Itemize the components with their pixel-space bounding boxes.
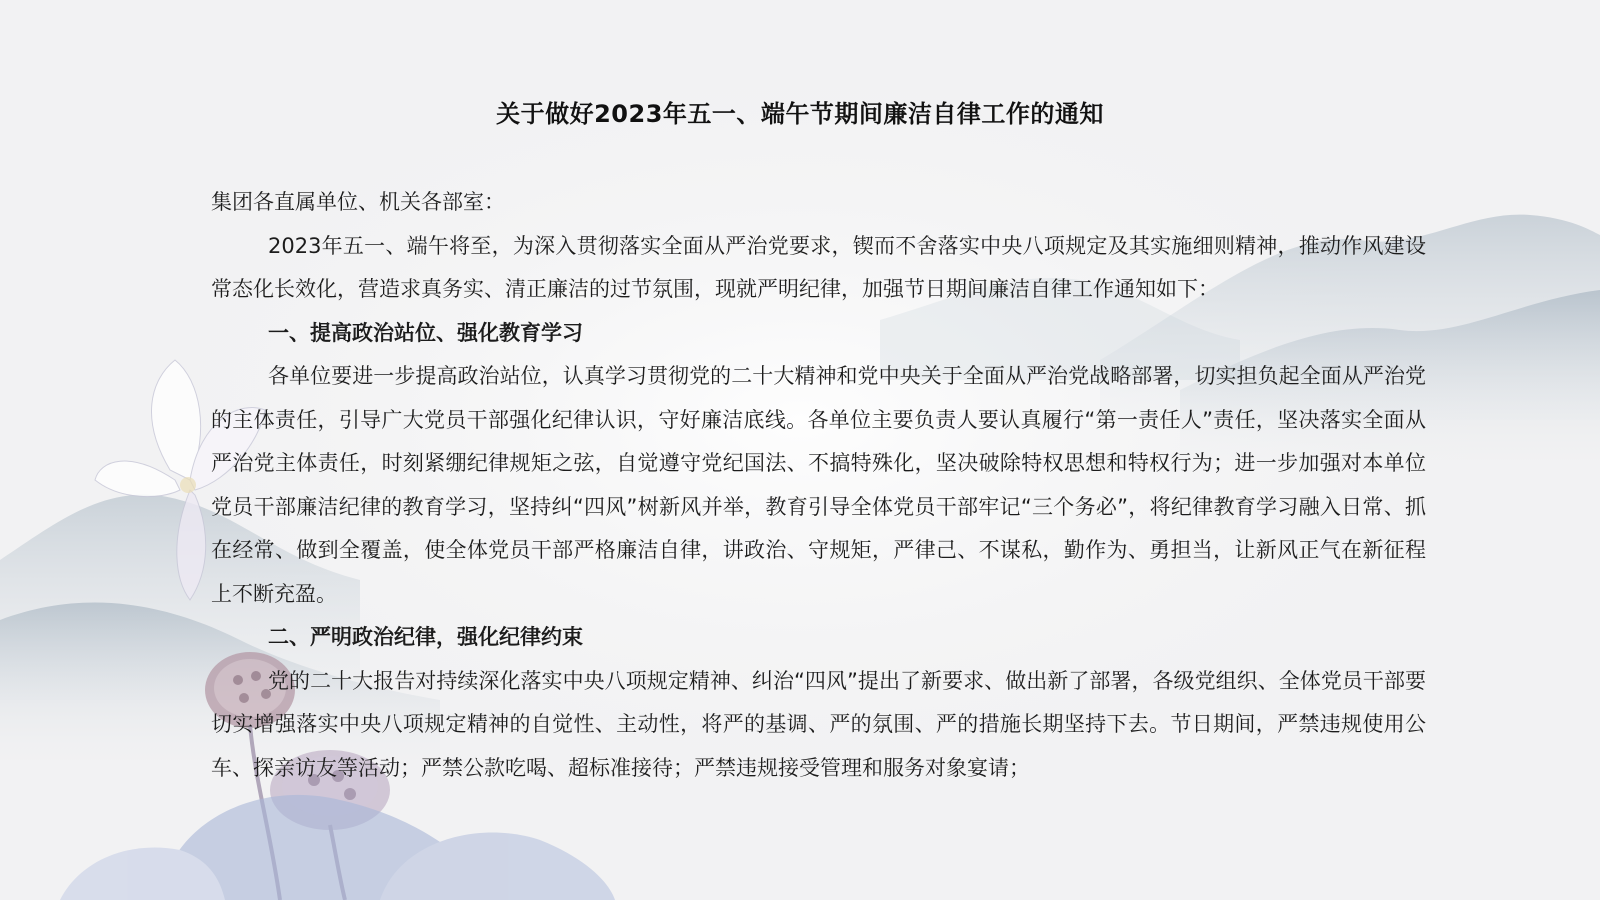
- salutation: 集团各直属单位、机关各部室：: [211, 190, 505, 214]
- section-body-2: 党的二十大报告对持续深化落实中央八项规定精神、纠治“四风”提出了新要求、做出新了部署，各级党组织、全体党员干部要切实增强落实中央八项规定精神的自觉性、主动性，将严的基调、严的氛围、严的措施长期坚持下去。节日期间，严禁违规使用公车、探亲访友等活动；严禁公款吃喝、超标准接待；严禁违规接受管理和服务对象宴请；: [211, 668, 1426, 780]
- intro-paragraph: 2023年五一、端午将至，为深入贯彻落实全面从严治党要求，锲而不舍落实中央八项规定及其实施细则精神，推动作风建设常态化长效化，营造求真务实、清正廉洁的过节氛围，现就严明纪律，加强节日期间廉洁自律工作通知如下：: [211, 233, 1426, 301]
- section-body-1: 各单位要进一步提高政治站位，认真学习贯彻党的二十大精神和党中央关于全面从严治党战略部署，切实担负起全面从严治党的主体责任，引导广大党员干部强化纪律认识，守好廉洁底线。各单位主要负责人要认真履行“第一责任人”责任，坚决落实全面从严治党主体责任，时刻紧绷纪律规矩之弦，自觉遵守党纪国法、不搞特殊化，坚决破除特权思想和特权行为；进一步加强对本单位党员干部廉洁纪律的教育学习，坚持纠“四风”树新风并举，教育引导全体党员干部牢记“三个务必”，将纪律教育学习融入日常、抓在经常、做到全覆盖，使全体党员干部严格廉洁自律，讲政治、守规矩，严律己、不谋私，勤作为、勇担当，让新风正气在新征程上不断充盈。: [211, 364, 1426, 606]
- section-heading-1: 一、提高政治站位、强化教育学习: [268, 320, 583, 345]
- document-body: [211, 181, 1426, 790]
- section-heading-2: 二、严明政治纪律，强化纪律约束: [268, 625, 583, 649]
- document-title: 关于做好2023年五一、端午节期间廉洁自律工作的通知: [496, 100, 1104, 128]
